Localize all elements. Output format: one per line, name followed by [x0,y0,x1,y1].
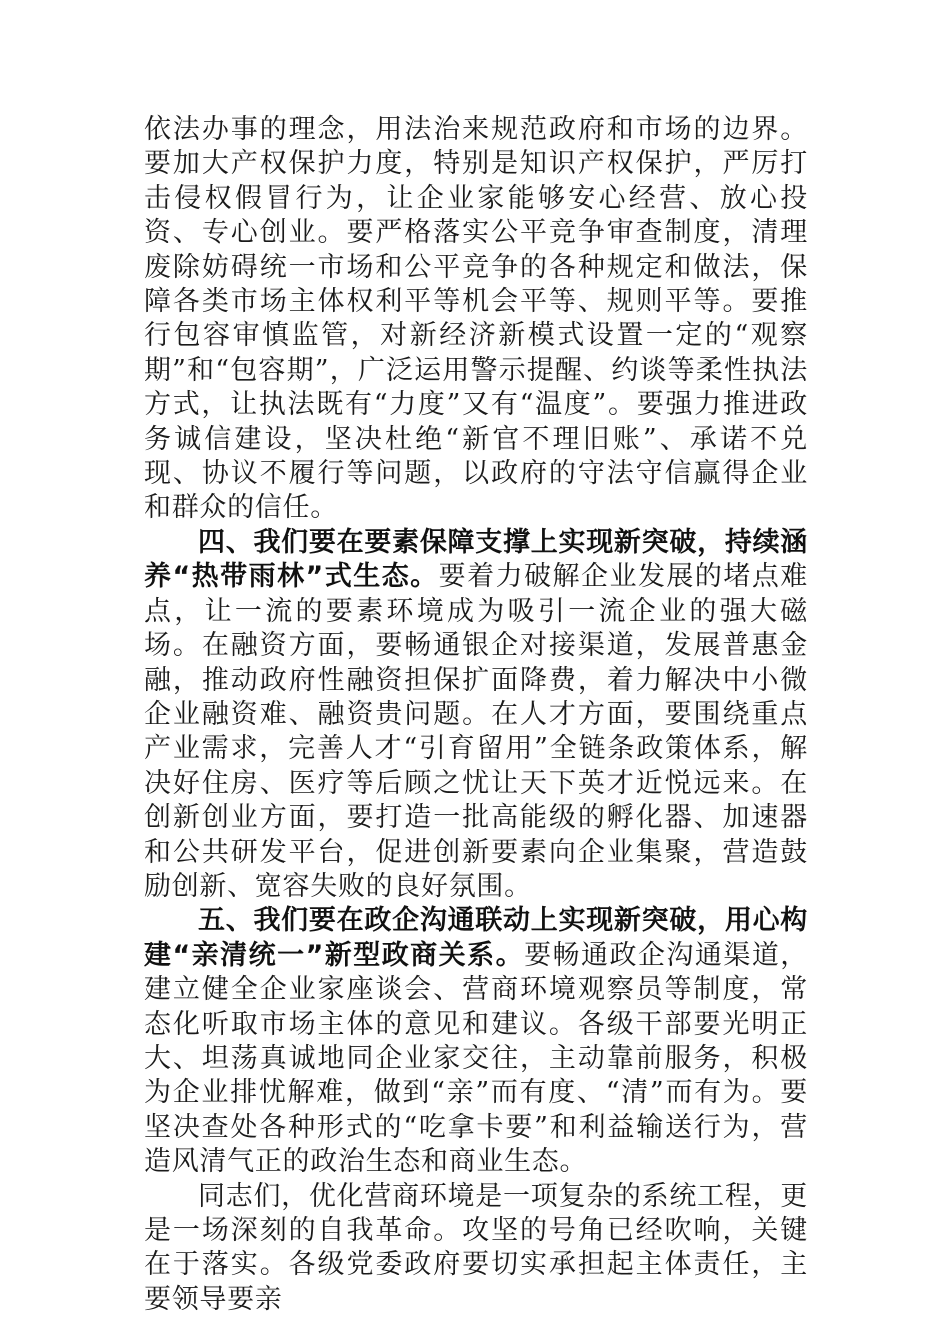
paragraph-factor-guarantee [144,526,808,904]
paragraph-text: 要畅通政企沟通渠道，建立健全企业家座谈会、营商环境观察员等制度，常态化听取市场主体的意见和建议。各级干部要光明正大、坦荡真诚地同企业家交往，主动靠前服务，积极为企业排忧解难，做到“亲”而有度、“清”而有为。要坚决查处各种形式的“吃拿卡要”和利益输送行为，营造风清气正的政治生态和商业生态。 [144,939,809,1178]
section-heading-four: 四、我们要在要素保障支撑上实现新突破，持续涵养“热带雨林”式生态。 [144,526,808,593]
section-heading-five: 五、我们要在政企沟通联动上实现新突破，用心构建“亲清统一”新型政商关系。 [144,905,808,971]
paragraph-text: 要着力破解企业发展的堵点难点，让一流的要素环境成为吸引一流企业的强大磁场。在融资方面，要畅通银企对接渠道，发展普惠金融，推动政府性融资担保扩面降费，着力解决中小微企业融资难、融资贵问题。在人才方面，要围绕重点产业需求，完善人才“引育留用”全链条政策体系，解决好住房、医疗等后顾之忧让天下英才近悦远来。在创新创业方面，要打造一批高能级的孵化器、加速器和公共研发平台，促进创新要素向企业集聚，营造鼓励创新、宽容失败的良好氛围。 [144,561,808,902]
paragraph-rule-of-law [144,113,808,526]
paragraph-text: 同志们，优化营商环境是一项复杂的系统工程，更是一场深刻的自我革命。攻坚的号角已经吹响，关键在于落实。各级党委政府要切实承担起主体责任，主要领导要亲 [144,1180,808,1315]
paragraph-closing [144,1180,808,1318]
paragraph-text: 依法办事的理念，用法治来规范政府和市场的边界。要加大产权保护力度，特别是知识产权保护，严厉打击侵权假冒行为，让企业家能够安心经营、放心投资、专心创业。要严格落实公平竞争审查制度，清理废除妨碍统一市场和公平竞争的各种规定和做法，保障各类市场主体权利平等机会平等、规则平等。要推行包容审慎监管，对新经济新模式设置一定的“观察期”和“包容期”，广泛运用警示提醒、约谈等柔性执法方式，让执法既有“力度”又有“温度”。要强力推进政务诚信建设，坚决杜绝“新官不理旧账”、承诺不兑现、协议不履行等问题，以政府的守法守信赢得企业和群众的信任。 [144,114,808,524]
paragraph-government-enterprise [144,904,808,1179]
document-body [144,113,808,1317]
